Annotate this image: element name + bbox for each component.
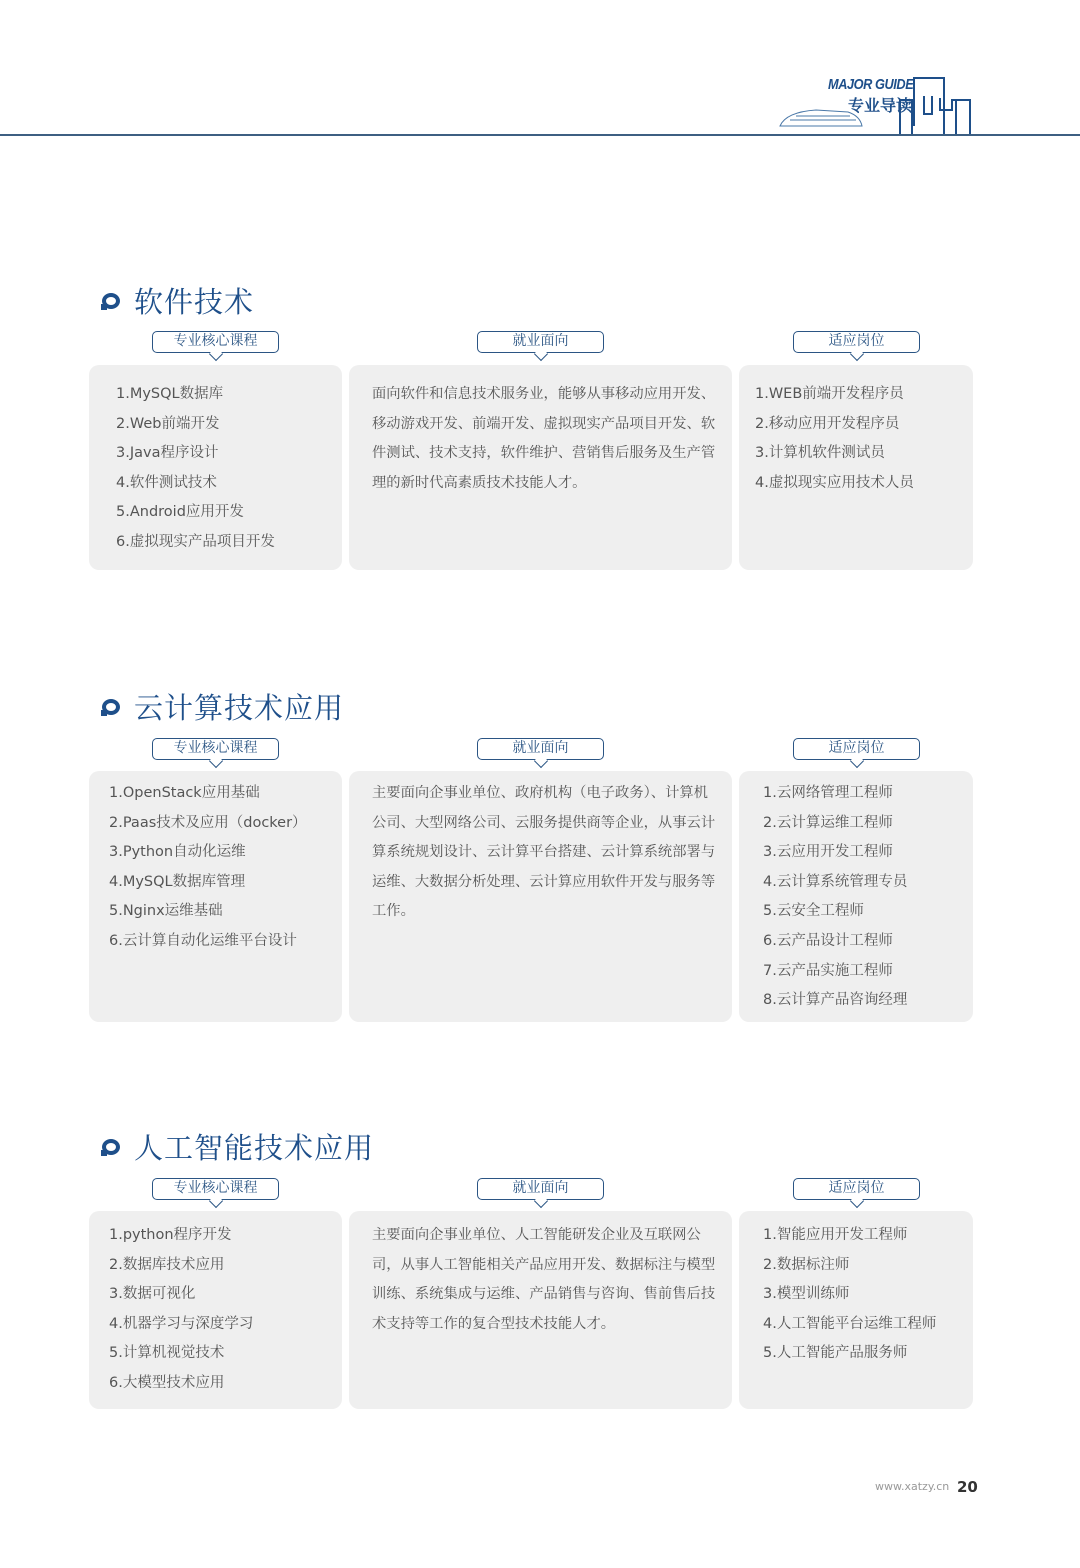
logo-chinese-text: 专业导读 <box>848 96 913 115</box>
course-item: 1.OpenStack应用基础 <box>109 785 260 801</box>
course-item: 2.数据库技术应用 <box>109 1256 225 1273</box>
employment-box <box>349 1211 732 1409</box>
course-item: 1.MySQL数据库 <box>116 386 224 402</box>
course-item: 6.大模型技术应用 <box>109 1374 225 1391</box>
positions-list <box>739 771 973 1016</box>
courses-box <box>89 365 342 570</box>
page-number: 20 <box>957 1478 978 1496</box>
position-item: 1.WEB前端开发程序员 <box>755 386 904 402</box>
section-title <box>102 1126 374 1167</box>
positions-list <box>739 1211 973 1369</box>
footer-website-url: www.xatzy.cn <box>875 1480 950 1493</box>
employment-text: 主要面向企事业单位、人工智能研发企业及互联网公司，从事人工智能相关产品应用开发、数据标注与模型训练、系统集成与运维、产品销售与咨询、售前售后技术支持等工作的复合型技术技能人才。 <box>372 1227 716 1332</box>
section-title <box>102 686 344 727</box>
position-item: 5.云安全工程师 <box>763 903 864 920</box>
courses-box <box>89 771 342 1022</box>
tag-positions: 适应岗位 <box>793 331 920 353</box>
course-item: 5.计算机视觉技术 <box>109 1345 225 1362</box>
tag-positions: 适应岗位 <box>793 1178 920 1200</box>
course-item: 6.云计算自动化运维平台设计 <box>109 932 297 949</box>
course-item: 1.python程序开发 <box>109 1227 232 1243</box>
section-title-text: 人工智能技术应用 <box>134 1131 375 1165</box>
course-item: 2.Web前端开发 <box>116 415 220 432</box>
employment-box <box>349 365 732 570</box>
position-item: 7.云产品实施工程师 <box>763 962 893 979</box>
tag-core-courses: 专业核心课程 <box>152 1178 279 1200</box>
major-guide-logo <box>776 74 996 138</box>
position-item: 2.移动应用开发程序员 <box>755 415 900 432</box>
position-item: 5.人工智能产品服务师 <box>763 1345 908 1362</box>
position-item: 4.人工智能平台运维工程师 <box>763 1315 937 1332</box>
employment-box <box>349 771 732 1022</box>
bullet-circle-icon <box>102 1139 120 1155</box>
positions-list <box>739 365 973 498</box>
position-item: 2.数据标注师 <box>763 1256 850 1273</box>
course-item: 5.Nginx运维基础 <box>109 903 223 920</box>
positions-box <box>739 1211 973 1409</box>
course-item: 5.Android应用开发 <box>116 504 244 521</box>
bullet-circle-icon <box>102 699 120 715</box>
employment-text: 面向软件和信息技术服务业，能够从事移动应用开发、移动游戏开发、前端开发、虚拟现实产品项目开发、软件测试、技术支持，软件维护、营销售后服务及生产管理的新时代高素质技术技能人才。 <box>372 386 716 491</box>
positions-box <box>739 365 973 570</box>
tag-core-courses: 专业核心课程 <box>152 331 279 353</box>
position-item: 3.云应用开发工程师 <box>763 844 893 861</box>
position-item: 3.模型训练师 <box>763 1286 850 1303</box>
course-item: 4.机器学习与深度学习 <box>109 1315 254 1332</box>
course-item: 2.Paas技术及应用（docker） <box>109 814 307 831</box>
course-item: 6.虚拟现实产品项目开发 <box>116 533 275 550</box>
course-item: 3.Java程序设计 <box>116 445 219 462</box>
position-item: 6.云产品设计工程师 <box>763 932 893 949</box>
tag-employment: 就业面向 <box>477 738 604 760</box>
section-title-text: 软件技术 <box>134 285 255 319</box>
position-item: 1.云网络管理工程师 <box>763 785 893 801</box>
position-item: 1.智能应用开发工程师 <box>763 1227 908 1243</box>
courses-list <box>89 771 342 957</box>
logo-english-text: MAJOR GUIDE <box>828 76 914 93</box>
tag-core-courses: 专业核心课程 <box>152 738 279 760</box>
tag-employment: 就业面向 <box>477 1178 604 1200</box>
courses-list <box>89 365 342 558</box>
position-item: 4.虚拟现实应用技术人员 <box>755 474 914 491</box>
employment-text: 主要面向企事业单位、政府机构（电子政务）、计算机公司、大型网络公司、云服务提供商等企业，从事云计算系统规划设计、云计算平台搭建、云计算系统部署与运维、大数据分析处理、云计算应用软件开发与服务等工作。 <box>372 785 716 920</box>
course-item: 3.Python自动化运维 <box>109 844 246 861</box>
tag-employment: 就业面向 <box>477 331 604 353</box>
tag-positions: 适应岗位 <box>793 738 920 760</box>
courses-list <box>89 1211 342 1399</box>
position-item: 4.云计算系统管理专员 <box>763 873 908 890</box>
position-item: 8.云计算产品咨询经理 <box>763 992 908 1009</box>
course-item: 3.数据可视化 <box>109 1286 196 1303</box>
position-item: 2.云计算运维工程师 <box>763 814 893 831</box>
section-title-text: 云计算技术应用 <box>134 691 345 725</box>
position-item: 3.计算机软件测试员 <box>755 445 885 462</box>
positions-box <box>739 771 973 1022</box>
bullet-circle-icon <box>102 293 120 309</box>
course-item: 4.MySQL数据库管理 <box>109 873 246 890</box>
courses-box <box>89 1211 342 1409</box>
course-item: 4.软件测试技术 <box>116 474 217 491</box>
section-title <box>102 280 254 321</box>
